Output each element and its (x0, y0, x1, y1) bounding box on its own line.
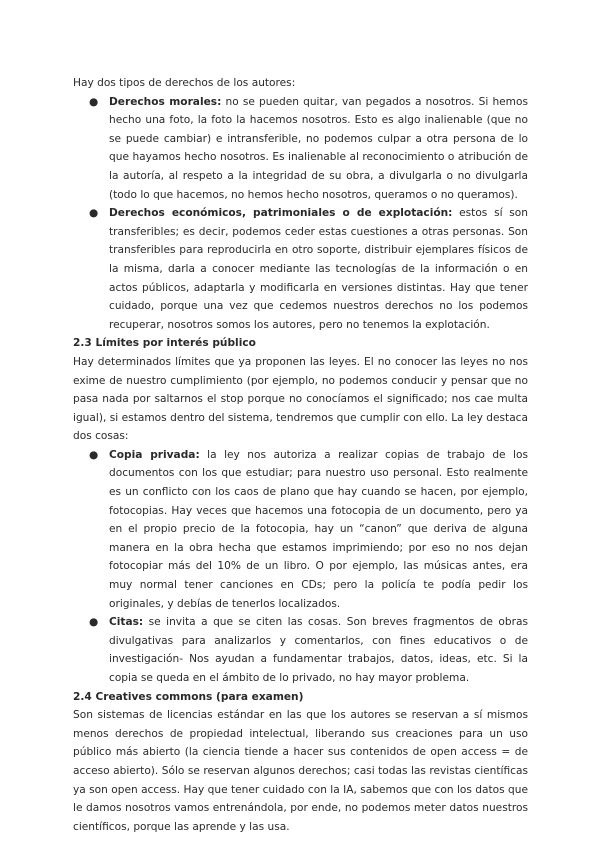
section-2-3-paragraph: Hay determinados límites que ya proponen las leyes. El no conocer las leyes no nos exime de nuestro cumplimiento (por ejemplo, no podemos conducir y pensar que no pasa nada por saltarnos el stop porque no conocíamos el significado; nos cae multa igual), si estamos dentro del sistema, tendremos que cumplir con ello. La ley destaca dos cosas: (73, 355, 528, 443)
list-item-text: no se pueden quitar, van pegados a nosotros. Si hemos hecho una foto, la foto la hacemos nosotros. Esto es algo inalienable (que no se puede cambiar) e intransferible, no podemos culpar a otra persona de lo que hayamos hecho nosotros. Es inalienable al reconocimiento o atribución de la autoría, al respeto a la integridad de su obra, a divulgarla o no divulgarla (todo lo que hacemos, no hemos hecho nosotros, queramos o no queramos). (109, 95, 528, 201)
list-item-text: estos sí son transferibles; es decir, podemos ceder estas cuestiones a otras personas. Son transferibles para reproducirla en otro soporte, distribuir ejemplares físicos de la misma, darla a conocer mediante las tecnologías de la información o en actos públicos, adaptarla y modificarla en versiones distintas. Hay que tener cuidado, porque una vez que cedemos nuestros derechos no los podemos recuperar, nosotros somos los autores, pero no tenemos la explotación. (109, 207, 528, 331)
section-heading-2-4: 2.4 Creatives commons (para examen) (73, 690, 304, 703)
limits-list (73, 446, 528, 688)
section-2-4-paragraph: Son sistemas de licencias estándar en las que los autores se reservan a sí mismos menos derechos de propiedad intelectual, liberando sus creaciones para un uso público más abierto (la ciencia tiende a hacer sus contenidos de open access = de acceso abierto). Sólo se reservan algunos derechos; casi todas las revistas científicas ya son open access. Hay que tener cuidado con la IA, sabemos que con los datos que le damos nosotros vamos entrenándola, por ende, no podemos meter datos nuestros científicos, porque las aprende y las usa. (73, 709, 528, 833)
list-item-term: Citas: (109, 616, 144, 629)
list-item (89, 446, 528, 613)
list-item-term: Copia privada: (109, 448, 200, 461)
list-item-term: Derechos económicos, patrimoniales o de explotación: (109, 207, 453, 220)
rights-list (73, 93, 528, 335)
bullet-icon: ● (89, 95, 99, 108)
list-item (89, 204, 528, 334)
list-item (89, 613, 528, 687)
list-item-text: la ley nos autoriza a realizar copias de trabajo de los documentos con los que estudiar; para nuestro uso personal. Esto realmente es un conflicto con los caos de plano que hay cuando se hacen, por ejemplo, fotocopias. Hay veces que hacemos una fotocopia de un documento, pero ya en el propio precio de la fotocopia, hay un “canon” que deriva de alguna manera en la obra hecha que estamos imprimiendo; por eso no nos dejan fotocopiar más del 10% de un libro. O por ejemplo, las músicas antes, era muy normal tener canciones en CDs; pero la policía te podía pedir los originales, y debías de tenerlos localizados. (109, 448, 528, 610)
list-item-term: Derechos morales: (109, 95, 222, 108)
section-heading-2-3: 2.3 Límites por interés público (73, 337, 256, 350)
intro-paragraph: Hay dos tipos de derechos de los autores: (73, 77, 296, 89)
bullet-icon: ● (89, 616, 99, 629)
document-body (73, 74, 528, 836)
bullet-icon: ● (89, 448, 99, 461)
list-item (89, 93, 528, 205)
bullet-icon: ● (89, 207, 99, 220)
list-item-text: se invita a que se citen las cosas. Son breves fragmentos de obras divulgativas para analizarlos y comentarlos, con fines educativos o de investigación- Nos ayudan a fundamentar trabajos, datos, ideas, etc. Si la copia se queda en el ámbito de lo privado, no hay mayor problema. (109, 616, 528, 684)
